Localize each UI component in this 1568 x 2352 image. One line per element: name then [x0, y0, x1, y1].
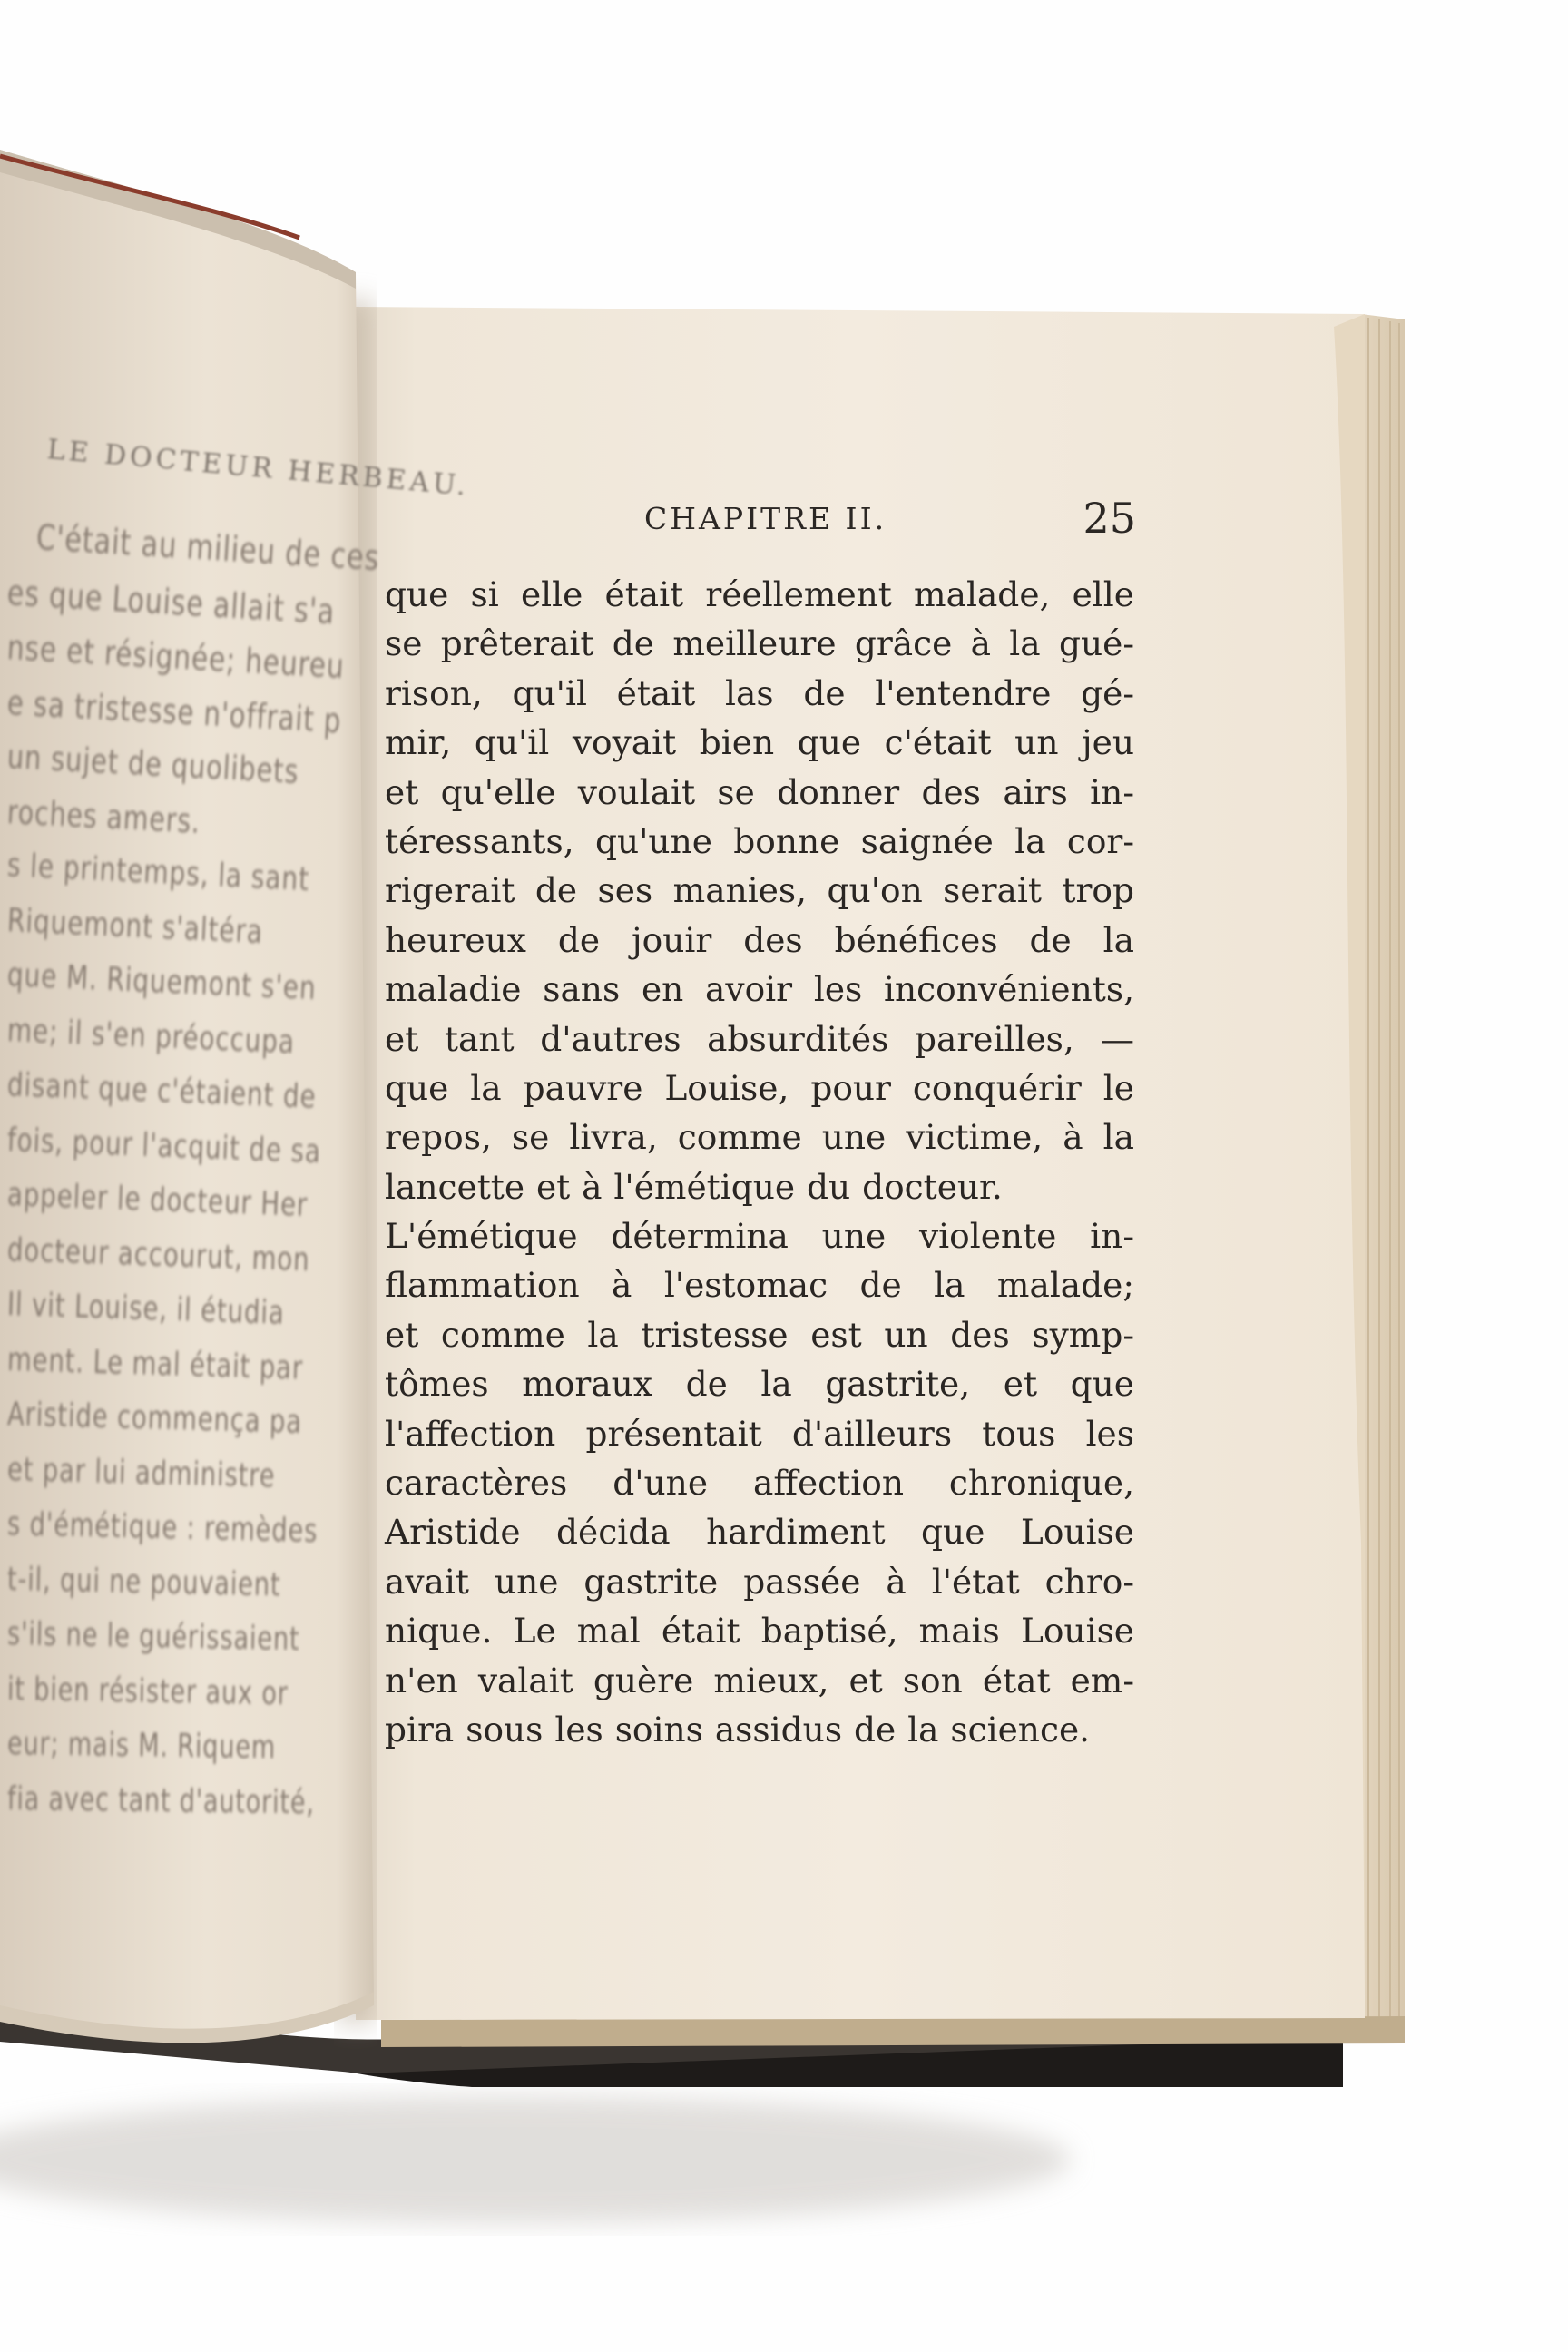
text-line: L'émétique détermina une violente in- [385, 1216, 1134, 1257]
text-line: que la pauvre Louise, pour conquérir le [385, 1067, 1134, 1108]
left-text-line: it bien résister aux or [6, 1670, 289, 1712]
text-line: lancette et à l'émétique du docteur. [385, 1166, 1003, 1207]
left-text-line: nse et résignée; heureu [5, 627, 346, 687]
text-line: heureux de jouir des bénéfices de la [385, 919, 1134, 960]
left-text-line: un sujet de quolibets [5, 737, 300, 791]
left-text-line: eur; mais M. Riquem [6, 1725, 277, 1767]
text-line: rigerait de ses manies, qu'on serait trop [385, 870, 1134, 911]
left-text-line: e sa tristesse n'offrait p [5, 681, 343, 740]
left-text-line: roches amers. [5, 791, 202, 841]
text-line: caractères d'une affection chronique, [385, 1463, 1134, 1504]
left-text-line: Il vit Louise, il étudia [6, 1286, 286, 1332]
text-line: repos, se livra, comme une victime, à la [385, 1117, 1134, 1158]
left-text-line: Aristide commença pa [6, 1396, 303, 1441]
left-text-line: ment. Le mal était par [6, 1340, 304, 1387]
left-text-line: fia avec tant d'autorité, [6, 1779, 315, 1821]
left-text-line: que M. Riquemont s'en [6, 956, 318, 1008]
text-line: n'en valait guère mieux, et son état em- [385, 1660, 1134, 1700]
running-title: CHAPITRE II. [644, 501, 887, 536]
text-line: et comme la tristesse est un des symp- [385, 1314, 1134, 1355]
left-text-line: Riquemont s'altéra [6, 901, 264, 951]
text-line: mir, qu'il voyait bien que c'était un jeu [385, 722, 1134, 763]
left-text-line: fois, pour l'acquit de sa [6, 1121, 322, 1171]
left-text-line: appeler le docteur Her [6, 1176, 309, 1224]
text-line: nique. Le mal était baptisé, mais Louise [385, 1611, 1134, 1651]
running-head [635, 494, 1143, 544]
text-line: se prêterait de meilleure grâce à la gué- [385, 623, 1134, 664]
left-text-line: s'ils ne le guérissaient [6, 1615, 300, 1659]
left-text-line: es que Louise allait s'a [5, 572, 337, 632]
text-line: avait une gastrite passée à l'état chro- [385, 1561, 1134, 1602]
text-line: pira sous les soins assidus de la science. [385, 1709, 1091, 1749]
text-line: et tant d'autres absurdités pareilles, — [385, 1018, 1134, 1059]
body-text [385, 570, 1134, 1754]
text-line: tômes moraux de la gastrite, et que [385, 1364, 1134, 1405]
left-text-line: et par lui administre [6, 1450, 276, 1495]
left-text-line: s d'émétique : remèdes [6, 1505, 318, 1550]
left-text-line: t-il, qui ne pouvaient [6, 1560, 281, 1603]
text-line: et qu'elle voulait se donner des airs in- [385, 771, 1134, 812]
text-line: rison, qu'il était las de l'entendre gé- [385, 672, 1134, 713]
text-line: Aristide décida hardiment que Louise [385, 1512, 1134, 1553]
text-line: l'affection présentait d'ailleurs tous les [385, 1413, 1134, 1454]
left-text-line: C'était au milieu de ces [34, 517, 381, 580]
left-text-line: docteur accourut, mon [6, 1230, 311, 1279]
left-running-head: LE DOCTEUR HERBEAU. [45, 434, 471, 503]
text-line: flammation à l'estomac de la malade; [385, 1265, 1134, 1306]
page-number: 25 [1083, 494, 1136, 543]
left-text-line: me; il s'en préoccupa [6, 1011, 296, 1061]
text-line: que si elle était réellement malade, elle [385, 574, 1134, 614]
text-line: téressants, qu'une bonne saignée la cor- [385, 820, 1134, 861]
text-line: maladie sans en avoir les inconvénients, [385, 969, 1134, 1010]
left-text-line: disant que c'étaient de [6, 1066, 318, 1116]
left-text-line: s le printemps, la sant [6, 847, 310, 899]
